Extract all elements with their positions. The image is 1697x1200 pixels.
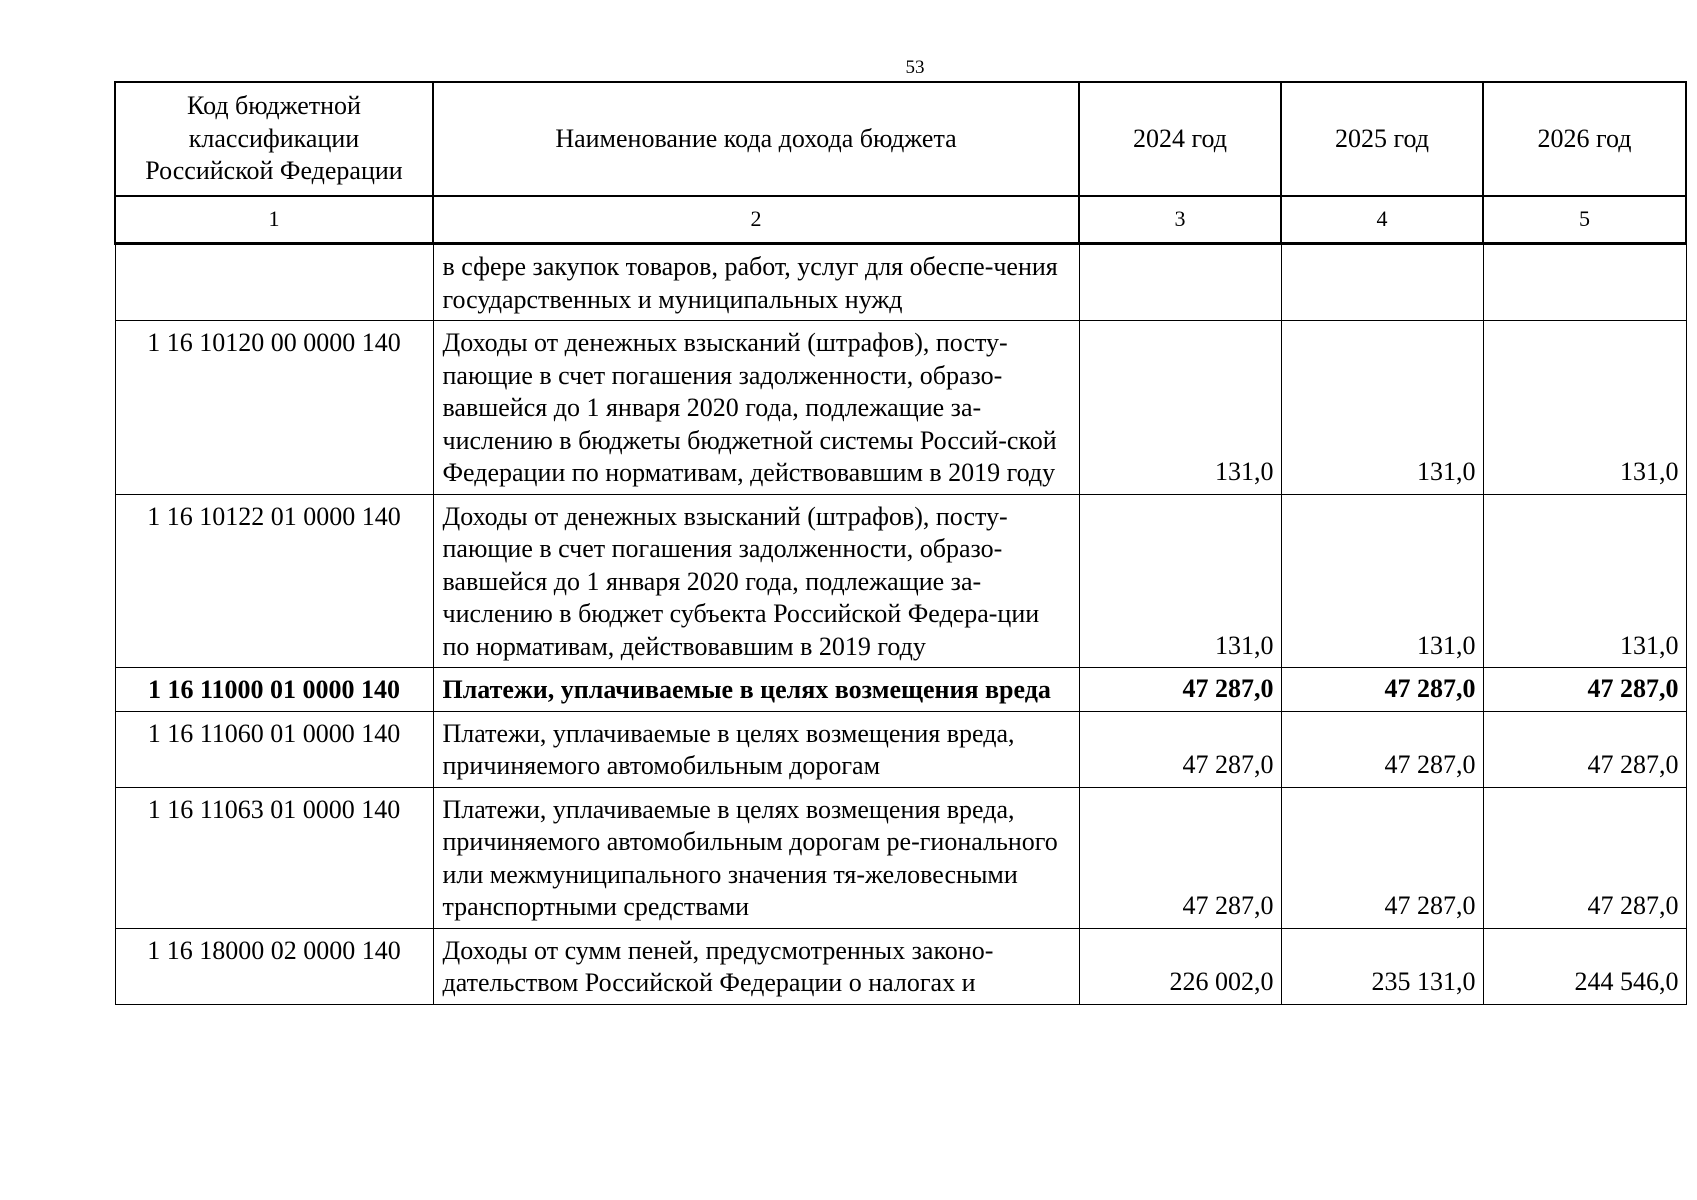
row-value-2024: 47 287,0 xyxy=(1079,711,1281,787)
row-value-2025: 131,0 xyxy=(1281,494,1483,668)
header-2025: 2025 год xyxy=(1281,82,1483,196)
row-value-2025 xyxy=(1281,244,1483,321)
row-code: 1 16 11000 01 0000 140 xyxy=(115,668,433,712)
table-header-row xyxy=(115,82,1686,196)
table-row-bold xyxy=(115,668,1686,712)
row-name: Платежи, уплачиваемые в целях возмещения вреда, причиняемого автомобильным дорогам ре-гионального или межмуниципального значения тя-желовесными транспортными средствами xyxy=(433,787,1079,928)
table-row xyxy=(115,494,1686,668)
row-code: 1 16 11063 01 0000 140 xyxy=(115,787,433,928)
row-name: Платежи, уплачиваемые в целях возмещения вреда xyxy=(433,668,1079,712)
row-value-2024: 226 002,0 xyxy=(1079,928,1281,1004)
header-code: Код бюджетной классификации Российской Федерации xyxy=(115,82,433,196)
row-value-2025: 47 287,0 xyxy=(1281,711,1483,787)
row-value-2024: 47 287,0 xyxy=(1079,668,1281,712)
budget-revenue-table xyxy=(114,81,1687,1005)
row-name: Платежи, уплачиваемые в целях возмещения вреда, причиняемого автомобильным дорогам xyxy=(433,711,1079,787)
table-row xyxy=(115,928,1686,1004)
row-value-2025: 235 131,0 xyxy=(1281,928,1483,1004)
row-code: 1 16 18000 02 0000 140 xyxy=(115,928,433,1004)
column-number: 1 xyxy=(115,196,433,244)
column-number-row xyxy=(115,196,1686,244)
table-row xyxy=(115,244,1686,321)
table-row xyxy=(115,711,1686,787)
row-value-2024 xyxy=(1079,244,1281,321)
row-value-2026: 47 287,0 xyxy=(1483,668,1686,712)
row-value-2025: 131,0 xyxy=(1281,321,1483,495)
header-name: Наименование кода дохода бюджета xyxy=(433,82,1079,196)
row-name: Доходы от сумм пеней, предусмотренных законо-дательством Российской Федерации о налогах и xyxy=(433,928,1079,1004)
row-value-2026: 244 546,0 xyxy=(1483,928,1686,1004)
column-number: 3 xyxy=(1079,196,1281,244)
row-name: в сфере закупок товаров, работ, услуг для обеспе-чения государственных и муниципальных нужд xyxy=(433,244,1079,321)
row-code: 1 16 11060 01 0000 140 xyxy=(115,711,433,787)
row-value-2024: 47 287,0 xyxy=(1079,787,1281,928)
row-value-2024: 131,0 xyxy=(1079,321,1281,495)
row-value-2025: 47 287,0 xyxy=(1281,787,1483,928)
column-number: 5 xyxy=(1483,196,1686,244)
row-name: Доходы от денежных взысканий (штрафов), посту-пающие в счет погашения задолженности, образо-вавшейся до 1 января 2020 года, подлежащие за-числению в бюджеты бюджетной системы Россий-ской Федерации по нормативам, действовавшим в 2019 году xyxy=(433,321,1079,495)
row-value-2026: 47 287,0 xyxy=(1483,787,1686,928)
row-name: Доходы от денежных взысканий (штрафов), посту-пающие в счет погашения задолженности, образо-вавшейся до 1 января 2020 года, подлежащие за-числению в бюджет субъекта Российской Федера-ции по нормативам, действовавшим в 2019 году xyxy=(433,494,1079,668)
column-number: 2 xyxy=(433,196,1079,244)
column-number: 4 xyxy=(1281,196,1483,244)
row-value-2026: 131,0 xyxy=(1483,494,1686,668)
page-number: 53 xyxy=(905,57,925,78)
header-2026: 2026 год xyxy=(1483,82,1686,196)
row-value-2025: 47 287,0 xyxy=(1281,668,1483,712)
row-code xyxy=(115,244,433,321)
row-value-2026: 47 287,0 xyxy=(1483,711,1686,787)
row-code: 1 16 10120 00 0000 140 xyxy=(115,321,433,495)
row-value-2026: 131,0 xyxy=(1483,321,1686,495)
row-code: 1 16 10122 01 0000 140 xyxy=(115,494,433,668)
row-value-2026 xyxy=(1483,244,1686,321)
table-row xyxy=(115,787,1686,928)
header-2024: 2024 год xyxy=(1079,82,1281,196)
row-value-2024: 131,0 xyxy=(1079,494,1281,668)
table-row xyxy=(115,321,1686,495)
